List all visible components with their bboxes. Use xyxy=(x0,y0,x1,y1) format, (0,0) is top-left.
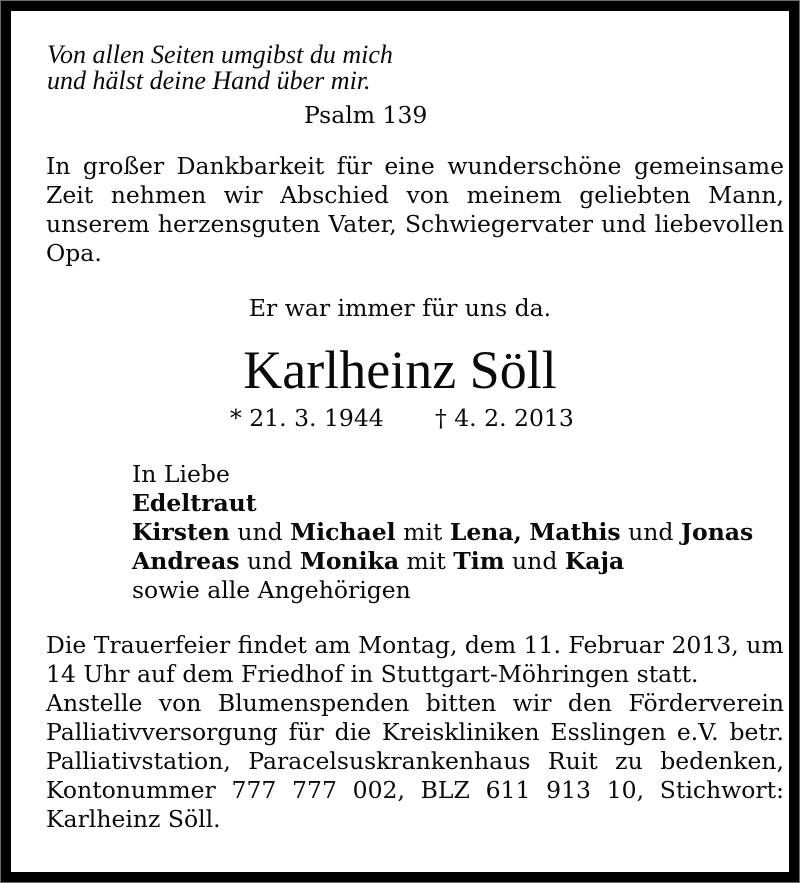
verse-line-1: Von allen Seiten umgibst du mich xyxy=(47,40,393,69)
notice-line-6: Kontonummer 777 777 002, BLZ 611 913 10, Stichwort: xyxy=(46,776,784,804)
notice-line-7: Karlheinz Söll. xyxy=(46,805,221,833)
tagline: Er war immer für uns da. xyxy=(248,294,552,322)
mourner-name: Michael xyxy=(290,518,396,546)
verse-reference: Psalm 139 xyxy=(304,101,428,129)
mourners-block xyxy=(132,460,753,605)
notice-line-1: Die Trauerfeier findet am Montag, dem 11. Februar 2013, um xyxy=(46,631,784,659)
mourner-name: Kaja xyxy=(564,547,625,575)
intro-line-2: Zeit nehmen wir Abschied von meinem geliebten Mann, xyxy=(46,181,784,209)
funeral-notice xyxy=(46,631,784,834)
notice-line-5: Palliativstation, Paracelsuskrankenhaus Ruit zu bedenken, xyxy=(46,747,784,775)
death-date: † 4. 2. 2013 xyxy=(435,404,574,432)
intro-line-3: unserem herzensguten Vater, Schwiegervater und liebevollen xyxy=(46,210,784,238)
conjunction: mit xyxy=(406,547,446,575)
mourner-name: Monika xyxy=(299,547,400,575)
notice-line-2: 14 Uhr auf dem Friedhof in Stuttgart-Möhringen statt. xyxy=(46,660,699,688)
conjunction: und xyxy=(628,518,674,546)
mourner-name: Andreas xyxy=(132,547,240,575)
conjunction: mit xyxy=(403,518,443,546)
mourners-closing: sowie alle Angehörigen xyxy=(132,576,411,604)
conjunction: und xyxy=(512,547,558,575)
intro-paragraph xyxy=(46,152,784,268)
deceased-name: Karlheinz Söll xyxy=(243,340,557,400)
conjunction: und xyxy=(237,518,283,546)
mourner-spouse: Edeltraut xyxy=(132,489,257,517)
notice-line-3: Anstelle von Blumenspenden bitten wir den Förderverein xyxy=(46,689,784,717)
verse-line-2: und hälst deine Hand über mir. xyxy=(47,66,371,95)
mourners-family-1 xyxy=(132,518,753,547)
birth-date: * 21. 3. 1944 xyxy=(230,404,384,432)
mourner-name: Tim xyxy=(453,547,505,575)
mourner-name: Lena, xyxy=(449,518,522,546)
intro-line-4: Opa. xyxy=(46,239,102,267)
notice-line-4: Palliativversorgung für die Kreiskliniken Esslingen e.V. betr. xyxy=(46,718,784,746)
mourner-name: Mathis xyxy=(529,518,621,546)
mourner-name: Kirsten xyxy=(132,518,230,546)
intro-line-1: In großer Dankbarkeit für eine wunderschöne gemeinsame xyxy=(46,152,784,180)
mourners-intro: In Liebe xyxy=(132,460,230,488)
conjunction: und xyxy=(247,547,293,575)
mourner-name: Jonas xyxy=(680,518,754,546)
mourners-family-2 xyxy=(132,547,753,576)
